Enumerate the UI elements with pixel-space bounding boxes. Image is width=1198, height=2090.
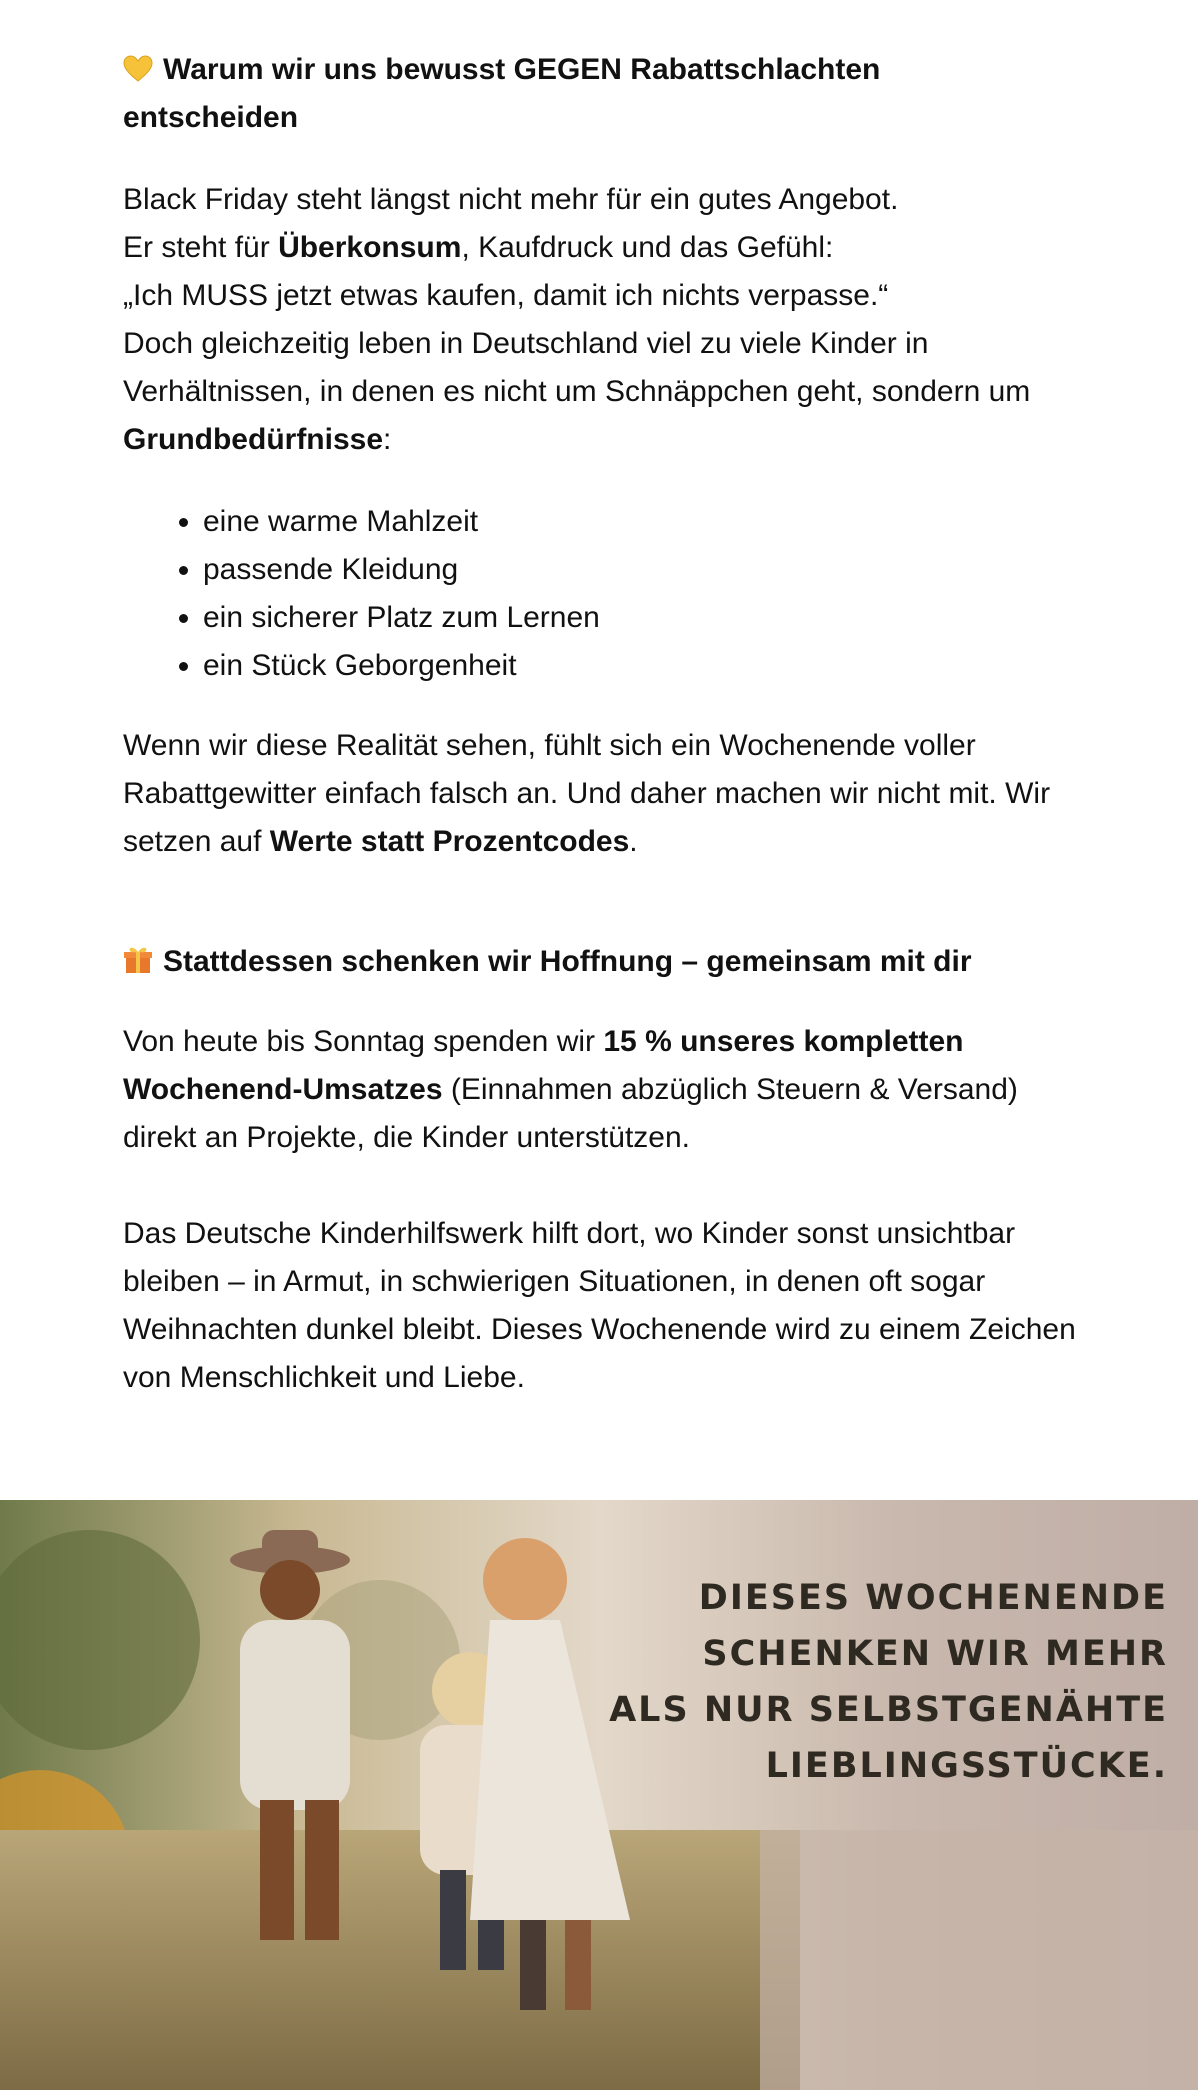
section1-outro [123, 722, 1083, 866]
para1-text: Von heute bis Sonntag spenden wir [123, 1025, 604, 1058]
section2-heading-text: Stattdessen schenken wir Hoffnung – gemeinsam mit dir [163, 945, 972, 978]
hero-caption-line: SCHENKEN WIR MEHR [702, 1634, 1168, 1674]
section2-para1 [123, 1018, 1083, 1162]
intro-line4-bold: Grundbedürfnisse [123, 423, 384, 456]
hero-caption-line: DIESES WOCHENENDE [698, 1578, 1168, 1618]
intro-line4 [123, 320, 1083, 464]
section2-para2: Das Deutsche Kinderhilfswerk hilft dort, wo Kinder sonst unsichtbar bleiben – in Armut, in schwierigen Situationen, in denen oft sogar Weihnachten dunkel bleibt. Dieses Wochenende wird zu einem Zeichen von Menschlichkeit und Liebe. [123, 1217, 1076, 1394]
intro-line4-post: : [383, 423, 392, 456]
hero-caption [548, 1570, 1168, 1794]
section2-heading [123, 938, 1083, 986]
hero-image [0, 1500, 1198, 2090]
para1-post: (Einnahmen abzüglich Steuern & Versand) direkt an Projekte, die Kinder unterstützen. [123, 1073, 1018, 1154]
yellow-heart-icon [123, 50, 157, 80]
section1-heading-text: Warum wir uns bewusst GEGEN Rabattschlachten entscheiden [123, 53, 881, 134]
intro-line2-bold: Überkonsum [278, 231, 462, 264]
list-item: • ein Stück Geborgenheit [203, 642, 600, 690]
intro-line3: „Ich MUSS jetzt etwas kaufen, damit ich nichts verpasse.“ [123, 279, 889, 312]
outro-bold: Werte statt Prozentcodes [269, 825, 630, 858]
section1-heading [123, 46, 1023, 142]
intro-line2 [123, 224, 1083, 272]
hero-caption-line: ALS NUR SELBSTGENÄHTE [609, 1690, 1168, 1730]
section1-intro [123, 176, 1083, 464]
gift-icon [123, 942, 157, 972]
intro-line1: Black Friday steht längst nicht mehr für ein gutes Angebot. [123, 183, 899, 216]
hero-caption-line: LIEBLINGSSTÜCKE. [765, 1746, 1168, 1786]
needs-list [123, 498, 600, 690]
outro-text: Wenn wir diese Realität sehen, fühlt sich ein Wochenende voller Rabattgewitter einfach falsch an. Und daher machen wir nicht mit. Wir setzen auf [123, 729, 1051, 858]
list-item: • passende Kleidung [203, 546, 600, 594]
outro-post: . [629, 825, 638, 858]
intro-line2-post: , Kaufdruck und das Gefühl: [461, 231, 834, 264]
intro-line4-text: Doch gleichzeitig leben in Deutschland viel zu viele Kinder in Verhältnissen, in denen es nicht um Schnäppchen geht, sondern um [123, 327, 1031, 408]
intro-line2-pre: Er steht für [123, 231, 279, 264]
list-item: • ein sicherer Platz zum Lernen [203, 594, 600, 642]
para1-bold: 15 % unseres kompletten Wochenend-Umsatzes [123, 1025, 964, 1106]
list-item: • eine warme Mahlzeit [203, 498, 600, 546]
